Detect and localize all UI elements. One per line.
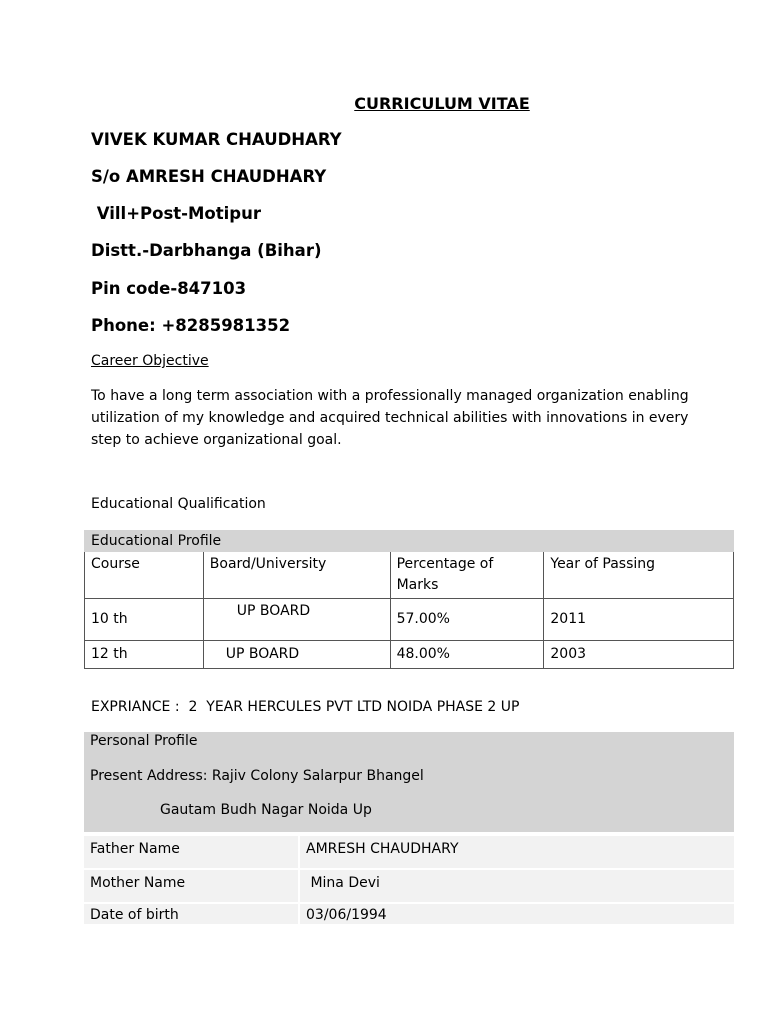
table-row [85, 599, 734, 641]
pin-line: Pin code-847103 [91, 279, 247, 298]
personal-label: Father Name [84, 836, 298, 868]
cell-course: 10 th [85, 599, 204, 641]
experience-line: EXPRIANCE : 2 YEAR HERCULES PVT LTD NOIDA PHASE 2 UP [91, 699, 520, 715]
cell-board: UP BOARD [203, 641, 390, 669]
education-profile-label: Educational Profile [85, 531, 734, 552]
personal-value: Mina Devi [300, 870, 734, 902]
phone-line: Phone: +8285981352 [91, 316, 291, 335]
table-header-row [85, 552, 734, 599]
col-course: Course [85, 552, 204, 599]
present-address-line1: Present Address: Rajiv Colony Salarpur Bhangel [90, 768, 424, 784]
personal-label: Date of birth [84, 904, 298, 924]
personal-row-dob [84, 904, 734, 924]
education-heading: Educational Qualification [91, 496, 266, 512]
col-percent: Percentage of Marks [390, 552, 544, 599]
district-line: Distt.-Darbhanga (Bihar) [91, 241, 322, 260]
cell-year: 2011 [544, 599, 734, 641]
cell-course: 12 th [85, 641, 204, 669]
father-line: S/o AMRESH CHAUDHARY [91, 167, 327, 186]
cell-percent: 57.00% [390, 599, 544, 641]
education-table [84, 530, 734, 669]
personal-profile-heading: Personal Profile [90, 733, 198, 749]
personal-profile-block [84, 732, 734, 832]
career-objective-text: To have a long term association with a professionally managed organization enabling utilization of my knowledge and acquired technical abilities with innovations in every step to achieve organizational goal. [91, 388, 689, 448]
table-row [85, 641, 734, 669]
cell-board: UP BOARD [203, 599, 390, 641]
document-title: CURRICULUM VITAE [354, 94, 530, 113]
personal-row-mother [84, 870, 734, 902]
personal-label: Mother Name [84, 870, 298, 902]
personal-row-father [84, 836, 734, 868]
personal-value: AMRESH CHAUDHARY [300, 836, 734, 868]
career-objective-heading: Career Objective [91, 353, 209, 369]
personal-value: 03/06/1994 [300, 904, 734, 924]
cell-year: 2003 [544, 641, 734, 669]
col-year: Year of Passing [544, 552, 734, 599]
present-address-line2: Gautam Budh Nagar Noida Up [160, 802, 372, 818]
village-line: Vill+Post-Motipur [91, 204, 261, 223]
candidate-name: VIVEK KUMAR CHAUDHARY [91, 130, 342, 149]
cell-percent: 48.00% [390, 641, 544, 669]
col-board: Board/University [203, 552, 390, 599]
